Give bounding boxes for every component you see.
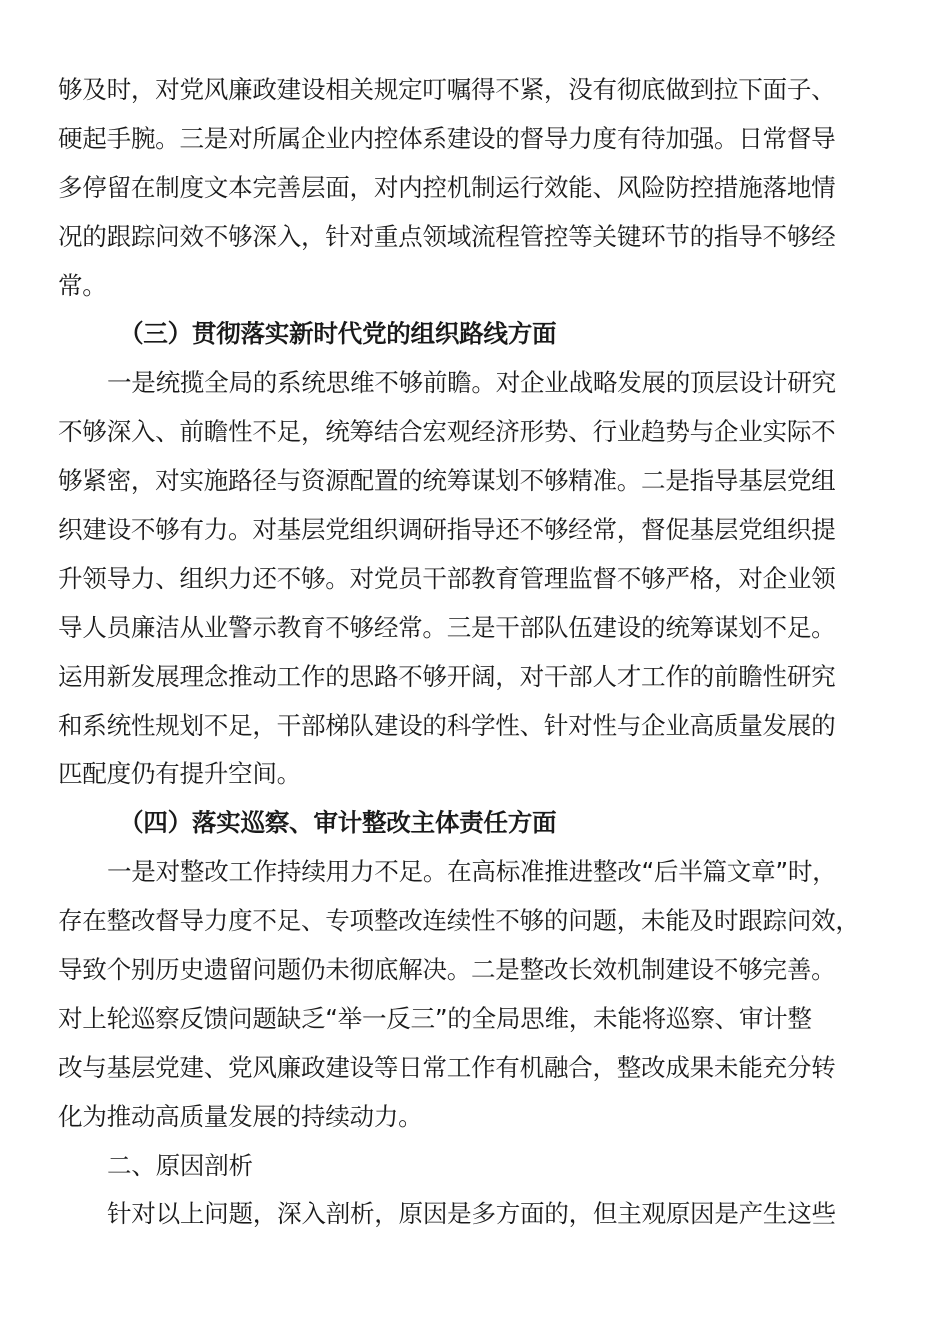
body-text-line: 升领导力、组织力还不够。对党员干部教育管理监督不够严格，对企业领 (58, 563, 836, 593)
body-text-line: 导人员廉洁从业警示教育不够经常。三是干部队伍建设的统筹谋划不足。 (58, 612, 836, 642)
paragraph-first-line: 一是对整改工作持续用力不足。在高标准推进整改“后半篇文章”时， (107, 857, 837, 887)
body-text-line: 存在整改督导力度不足、专项整改连续性不够的问题，未能及时跟踪问效， (58, 906, 860, 936)
body-text-line: 况的跟踪问效不够深入，针对重点领域流程管控等关键环节的指导不够经 (58, 221, 836, 251)
body-text-line: 对上轮巡察反馈问题缺乏“举一反三”的全局思维，未能将巡察、审计整 (58, 1003, 812, 1033)
body-text-line: 化为推动高质量发展的持续动力。 (58, 1101, 423, 1131)
body-text-line: 导致个别历史遗留问题仍未彻底解决。二是整改长效机制建设不够完善。 (58, 955, 836, 985)
section-heading: （四）落实巡察、审计整改主体责任方面 (119, 808, 557, 838)
body-text-line: 不够深入、前瞻性不足，统筹结合宏观经济形势、行业趋势与企业实际不 (58, 417, 836, 447)
paragraph-first-line: 针对以上问题，深入剖析，原因是多方面的，但主观原因是产生这些 (107, 1199, 836, 1229)
body-text-line: 运用新发展理念推动工作的思路不够开阔，对干部人才工作的前瞻性研究 (58, 661, 836, 691)
chapter-heading: 二、原因剖析 (107, 1150, 253, 1180)
body-text-line: 改与基层党建、党风廉政建设等日常工作有机融合，整改成果未能充分转 (58, 1052, 836, 1082)
body-text-line: 匹配度仍有提升空间。 (58, 759, 301, 789)
body-text-line: 多停留在制度文本完善层面，对内控机制运行效能、风险防控措施落地情 (58, 172, 836, 202)
body-text-line: 织建设不够有力。对基层党组织调研指导还不够经常，督促基层党组织提 (58, 515, 836, 545)
document-body (58, 66, 892, 1239)
body-text-line: 和系统性规划不足，干部梯队建设的科学性、针对性与企业高质量发展的 (58, 710, 836, 740)
body-text-line: 硬起手腕。三是对所属企业内控体系建设的督导力度有待加强。日常督导 (58, 123, 836, 153)
body-text-line: 够紧密，对实施路径与资源配置的统筹谋划不够精准。二是指导基层党组 (58, 466, 836, 496)
body-text-line: 够及时，对党风廉政建设相关规定叮嘱得不紧，没有彻底做到拉下面子、 (58, 75, 836, 104)
paragraph-first-line: 一是统揽全局的系统思维不够前瞻。对企业战略发展的顶层设计研究 (107, 368, 836, 398)
body-text-line: 常。 (58, 270, 107, 300)
section-heading: （三）贯彻落实新时代党的组织路线方面 (119, 319, 557, 349)
